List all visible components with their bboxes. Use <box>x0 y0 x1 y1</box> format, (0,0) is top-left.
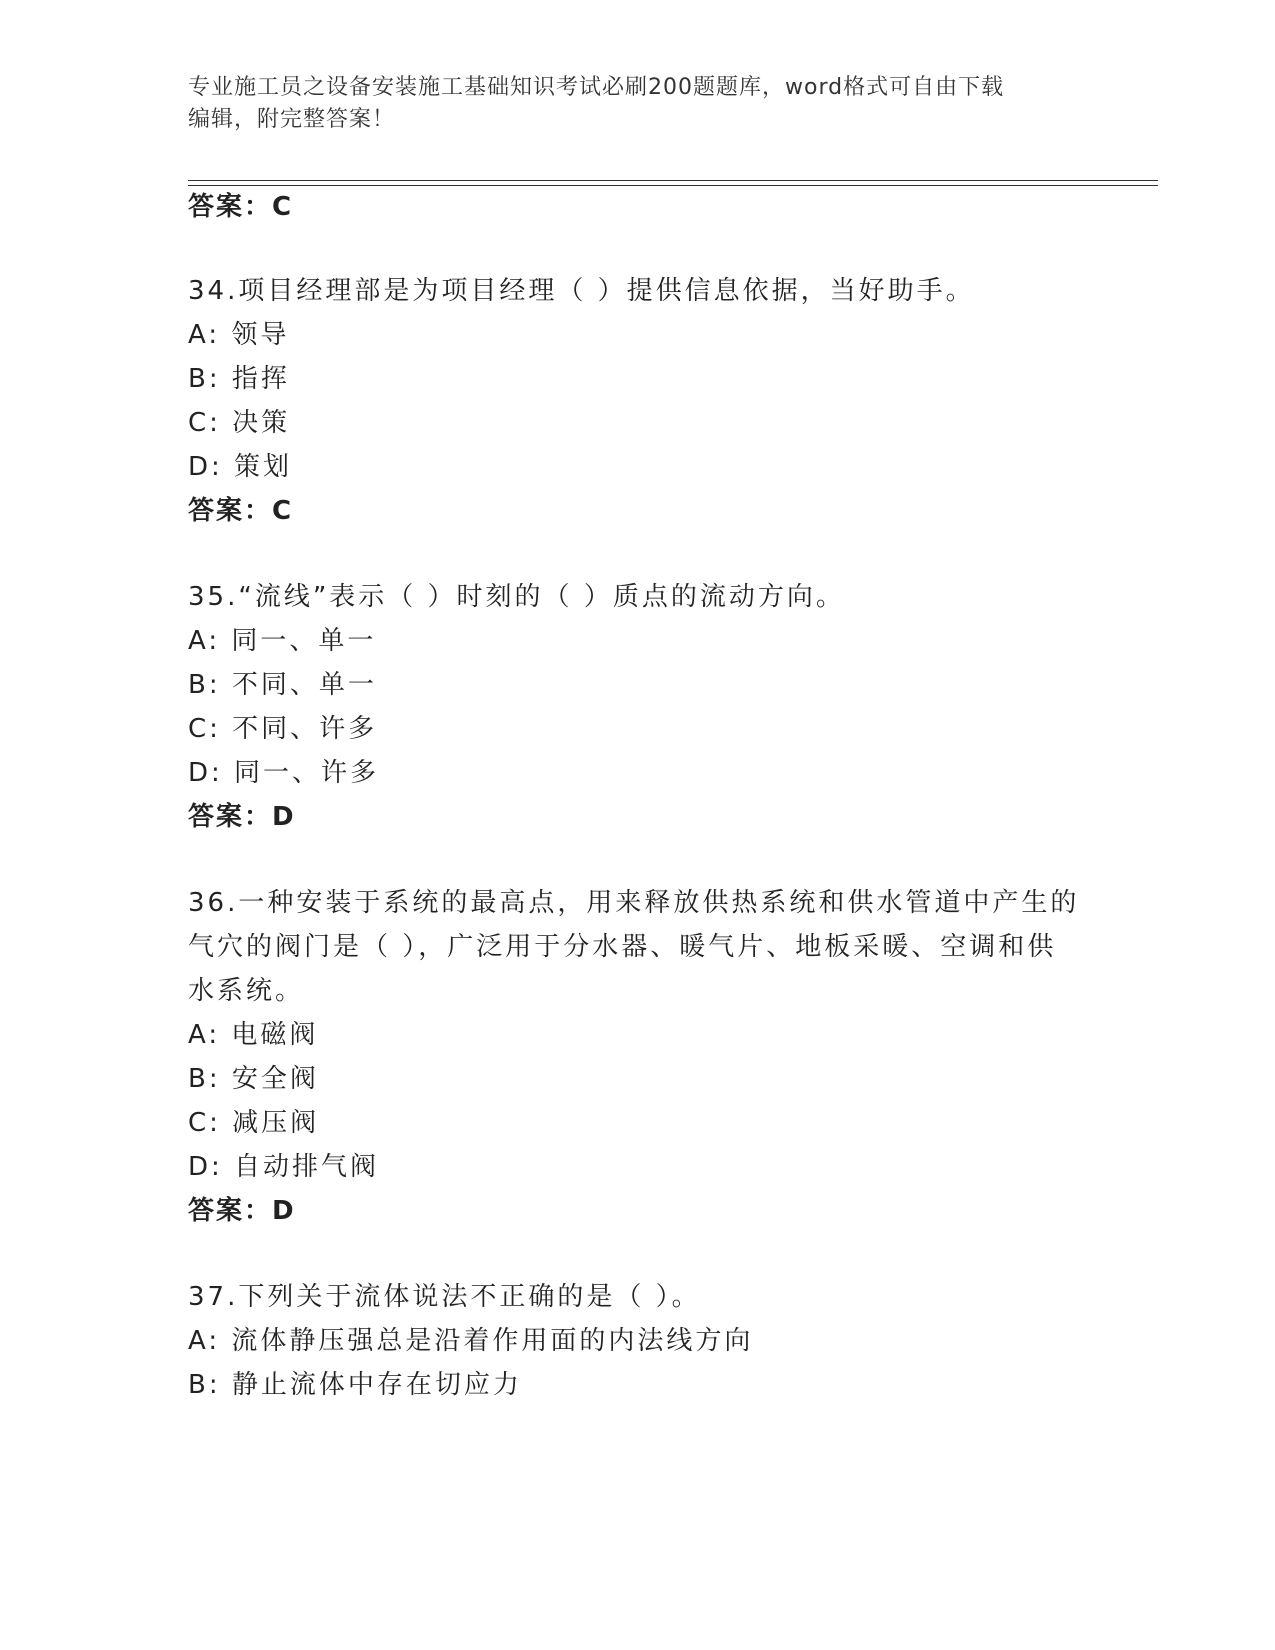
header-divider-bottom <box>188 185 1158 186</box>
option-b: B: 安全阀 <box>188 1064 319 1094</box>
question-stem-line: 36.一种安装于系统的最高点，用来释放供热系统和供水管道中产生的 <box>188 888 1080 918</box>
option-a: A: 同一、单一 <box>188 626 377 656</box>
header-line-1: 专业施工员之设备安装施工基础知识考试必刷200题题库，word格式可自由下载 <box>188 75 1005 100</box>
option-c: C: 决策 <box>188 408 291 438</box>
option-a: A: 流体静压强总是沿着作用面的内法线方向 <box>188 1326 754 1356</box>
option-b: B: 指挥 <box>188 364 290 394</box>
document-header <box>188 72 1068 136</box>
option-b: B: 静止流体中存在切应力 <box>188 1370 522 1400</box>
question-stem-line: 气穴的阀门是（ ），广泛用于分水器、暖气片、地板采暖、空调和供 <box>188 932 1057 962</box>
answer-label: 答案：D <box>188 802 296 832</box>
question-stem: 37.下列关于流体说法不正确的是（ ）。 <box>188 1282 701 1312</box>
option-a: A: 领导 <box>188 320 290 350</box>
question-stem-line: 水系统。 <box>188 976 305 1006</box>
answer-label: 答案：C <box>188 496 294 526</box>
option-d: D: 自动排气阀 <box>188 1152 380 1182</box>
question-stem: 35.“流线”表示（ ）时刻的（ ）质点的流动方向。 <box>188 582 845 612</box>
option-c: C: 减压阀 <box>188 1108 320 1138</box>
question-stem: 34.项目经理部是为项目经理（ ）提供信息依据，当好助手。 <box>188 276 975 306</box>
option-c: C: 不同、许多 <box>188 714 378 744</box>
option-d: D: 同一、许多 <box>188 758 380 788</box>
header-divider-top <box>188 180 1158 181</box>
answer-label: 答案：D <box>188 1196 296 1226</box>
option-b: B: 不同、单一 <box>188 670 377 700</box>
option-d: D: 策划 <box>188 452 293 482</box>
header-line-2: 编辑，附完整答案！ <box>188 107 396 132</box>
option-a: A: 电磁阀 <box>188 1020 319 1050</box>
answer-label: 答案：C <box>188 192 294 222</box>
